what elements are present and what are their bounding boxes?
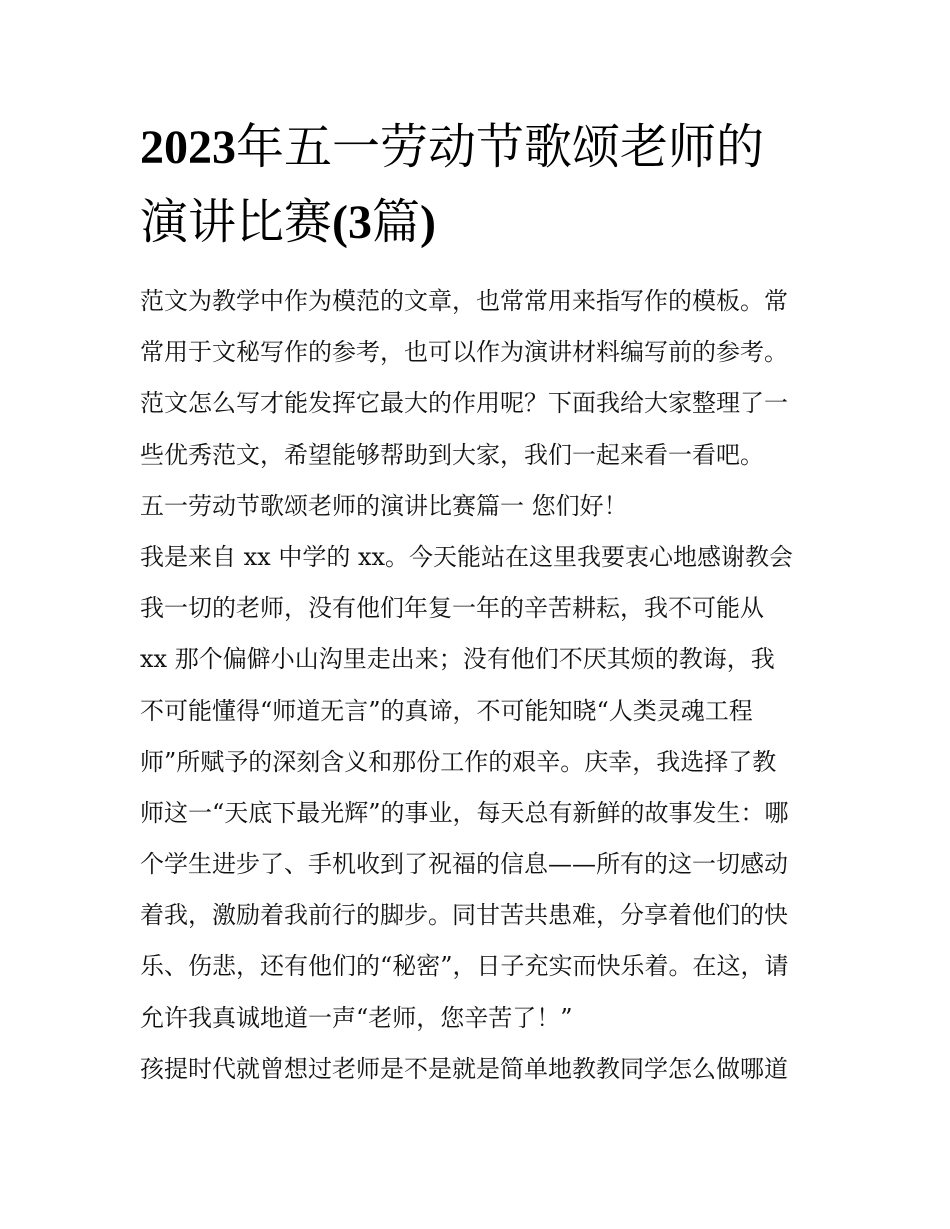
body-line: 些优秀范文，希望能够帮助到大家，我们一起来看一看吧。 bbox=[140, 440, 764, 469]
body-line: 范文怎么写才能发挥它最大的作用呢？下面我给大家整理了一 bbox=[140, 389, 788, 418]
body-line: xx 那个偏僻小山沟里走出来；没有他们不厌其烦的教诲，我 bbox=[140, 645, 775, 674]
title-count: (3 bbox=[332, 196, 372, 249]
body-line: 常用于文秘写作的参考，也可以作为演讲材料编写前的参考。 bbox=[140, 338, 788, 367]
document-body bbox=[140, 276, 830, 1095]
body-line: 个学生进步了、手机收到了祝福的信息——所有的这一切感动 bbox=[140, 850, 788, 879]
section-heading-line: 五一劳动节歌颂老师的演讲比赛篇一 您们好！ bbox=[140, 491, 628, 520]
body-line: 范文为教学中作为模范的文章，也常常用来指写作的模板。常 bbox=[140, 287, 788, 315]
body-line: 师这一“天底下最光辉”的事业，每天总有新鲜的故事发生：哪 bbox=[140, 798, 789, 827]
body-line: 着我，激励着我前行的脚步。同甘苦共患难，分享着他们的快 bbox=[140, 901, 788, 930]
title-count-unit: 篇 bbox=[372, 194, 421, 250]
title-text-1: 年五一劳动节歌颂老师的 bbox=[236, 119, 765, 175]
body-line: 我一切的老师，没有他们年复一年的辛苦耕耘，我不可能从 bbox=[140, 594, 764, 623]
title-line-2 bbox=[140, 185, 830, 260]
body-line: 允许我真诚地道一声“老师，您辛苦了！” bbox=[140, 1003, 573, 1032]
body-line: 不可能懂得“师道无言”的真谛，不可能知晓“人类灵魂工程 bbox=[140, 696, 753, 725]
title-close-paren: ) bbox=[420, 196, 436, 249]
document-title bbox=[140, 110, 830, 260]
title-text-2: 演讲比赛 bbox=[140, 194, 333, 250]
body-line: 我是来自 xx 中学的 xx。今天能站在这里我要衷心地感谢教会 bbox=[140, 542, 794, 571]
body-line: 师”所赋予的深刻含义和那份工作的艰辛。庆幸，我选择了教 bbox=[140, 747, 777, 776]
body-line: 孩提时代就曾想过老师是不是就是简单地教教同学怎么做哪道 bbox=[140, 1054, 788, 1083]
title-year: 2023 bbox=[140, 121, 236, 174]
body-line: 乐、伤悲，还有他们的“秘密”，日子充实而快乐着。在这，请 bbox=[140, 952, 789, 981]
title-line-1 bbox=[140, 110, 830, 185]
